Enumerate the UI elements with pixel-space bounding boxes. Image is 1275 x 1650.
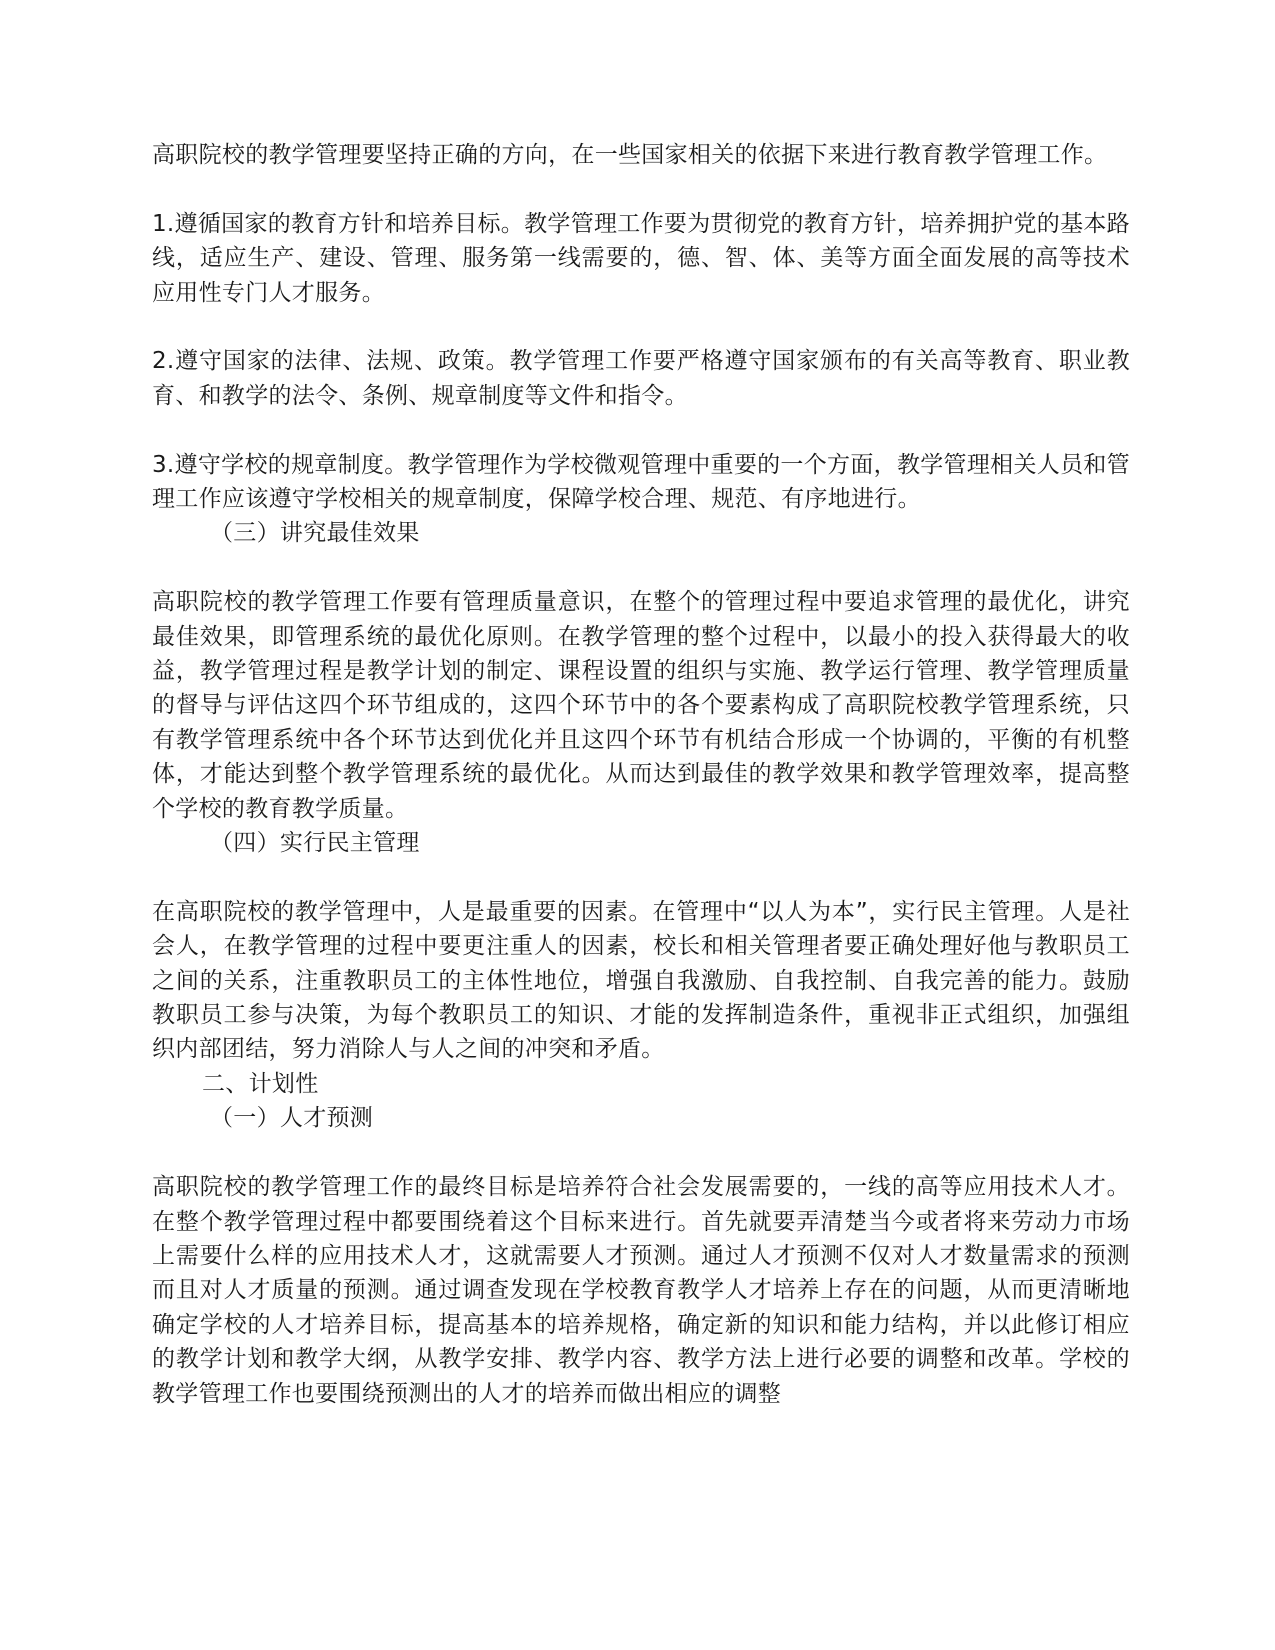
heading-democratic-management: （四）实行民主管理 [210, 830, 420, 857]
document-page [152, 138, 1130, 1411]
paragraph-direction: 高职院校的教学管理要坚持正确的方向，在一些国家相关的依据下来进行教育教学管理工作。 [152, 142, 1108, 168]
paragraph-best-effect: 高职院校的教学管理工作要有管理质量意识，在整个的管理过程中要追求管理的最优化，讲究最佳效果，即管理系统的最优化原则。在教学管理的整个过程中，以最小的投入获得最大的收益，教学管理过程是教学计划的制定、课程设置的组织与实施、教学运行管理、教学管理质量的督导与评估这四个环节组成的，这四个环节中的各个要素构成了高职院校教学管理系统，只有教学管理系统中各个环节达到优化并且这四个环节有机结合形成一个协调的，平衡的有机整体，才能达到整个教学管理系统的最优化。从而达到最佳的教学效果和教学管理效率，提高整个学校的教育教学质量。 [152, 589, 1130, 822]
heading-talent-forecast: （一）人才预测 [210, 1105, 374, 1132]
heading-best-effect: （三）讲究最佳效果 [210, 520, 420, 547]
paragraph-democratic-management: 在高职院校的教学管理中，人是最重要的因素。在管理中“以人为本”，实行民主管理。人是社会人，在教学管理的过程中要更注重人的因素，校长和相关管理者要正确处理好他与教职员工之间的关系，注重教职员工的主体性地位，增强自我激励、自我控制、自我完善的能力。鼓励教职员工参与决策，为每个教职员工的知识、才能的发挥制造条件，重视非正式组织，加强组织内部团结，努力消除人与人之间的冲突和矛盾。 [152, 898, 1130, 1063]
paragraph-item-3: 3.遵守学校的规章制度。教学管理作为学校微观管理中重要的一个方面，教学管理相关人员和管理工作应该遵守学校相关的规章制度，保障学校合理、规范、有序地进行。 [152, 451, 1130, 513]
heading-planning: 二、计划性 [202, 1070, 319, 1097]
paragraph-item-2: 2.遵守国家的法律、法规、政策。教学管理工作要严格遵守国家颁布的有关高等教育、职业教育、和教学的法令、条例、规章制度等文件和指令。 [152, 348, 1130, 409]
paragraph-talent-forecast: 高职院校的教学管理工作的最终目标是培养符合社会发展需要的，一线的高等应用技术人才。在整个教学管理过程中都要围绕着这个目标来进行。首先就要弄清楚当今或者将来劳动力市场上需要什么样的应用技术人才，这就需要人才预测。通过人才预测不仅对人才数量需求的预测而且对人才质量的预测。通过调查发现在学校教育教学人才培养上存在的问题，从而更清晰地确定学校的人才培养目标，提高基本的培养规格，确定新的知识和能力结构，并以此修订相应的教学计划和教学大纲，从教学安排、教学内容、教学方法上进行必要的调整和改革。学校的教学管理工作也要围绕预测出的人才的培养而做出相应的调整 [152, 1174, 1130, 1407]
paragraph-item-1: 1.遵循国家的教育方针和培养目标。教学管理工作要为贯彻党的教育方针，培养拥护党的基本路线，适应生产、建设、管理、服务第一线需要的，德、智、体、美等方面全面发展的高等技术应用性专门人才服务。 [152, 210, 1130, 306]
